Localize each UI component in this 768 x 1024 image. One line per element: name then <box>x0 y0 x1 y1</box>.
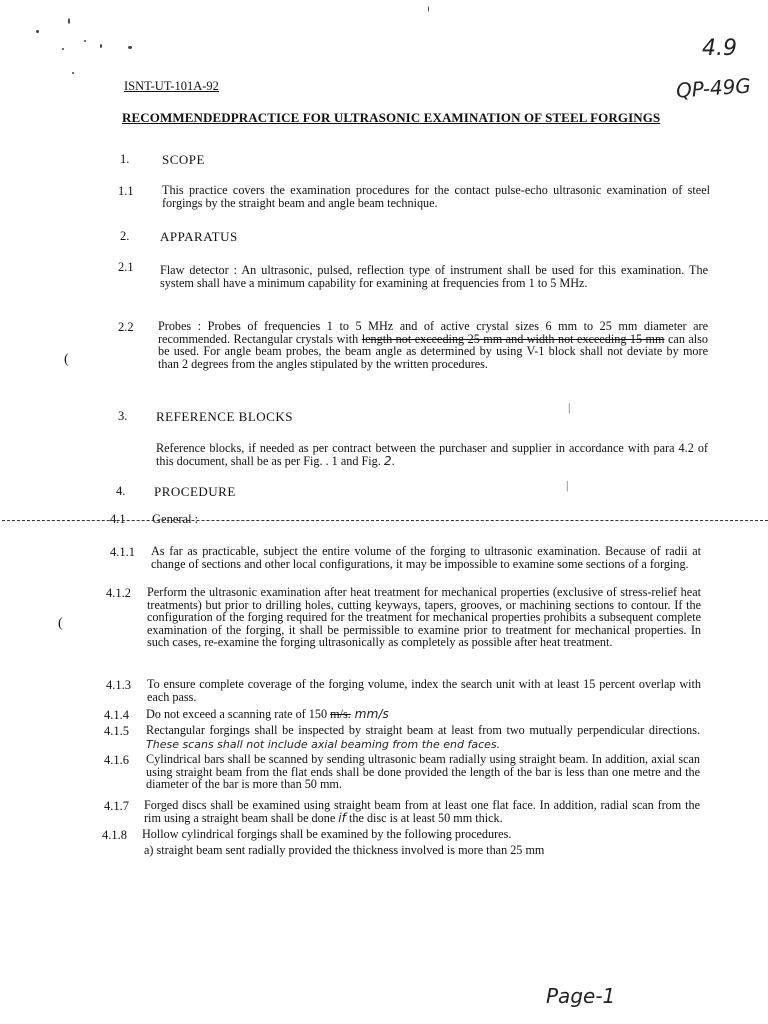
paragraph <box>156 442 708 467</box>
paragraph: Flaw detector : An ultrasonic, pulsed, reflection type of instrument shall be used for this examination. The system shall have a minimum capability for examining at frequencies from 1 to 5 MHz. <box>160 263 708 290</box>
handwritten-addition: These scans shall not include axial beaming from the end faces. <box>146 737 501 751</box>
section-number: 2. <box>120 229 130 243</box>
scan-speck <box>128 46 132 49</box>
scan-speck <box>100 44 102 48</box>
document-title: RECOMMENDEDPRACTICE FOR ULTRASONIC EXAMINATION OF STEEL FORGINGS <box>122 110 661 125</box>
margin-mark: ( <box>58 616 63 631</box>
section-heading: SCOPE <box>162 152 205 167</box>
scan-speck <box>72 72 74 74</box>
margin-mark: | <box>566 478 569 492</box>
paragraph-text: can also be used. For angle beam probes, the beam angle as determined by using V-1 block shall not deviate by more than 2 degrees from the angles stipulated by the written procedures. <box>158 331 709 371</box>
section-number: 4. <box>116 484 126 498</box>
section-number: 4.1.5 <box>104 724 129 738</box>
section-heading: REFERENCE BLOCKS <box>156 409 293 424</box>
paragraph: This practice covers the examination procedures for the contact pulse-echo ultrasonic examination of steel forgings by the straight beam and angle beam technique. <box>162 183 710 210</box>
paragraph-text: the disc is at least 50 mm thick. <box>345 810 503 825</box>
scan-speck <box>36 30 39 33</box>
section-number: 4.1 <box>110 512 126 526</box>
section-number: 4.1.2 <box>106 586 131 600</box>
section-number: 4.1.7 <box>104 799 129 813</box>
handwritten-ref: QP-49G <box>675 73 752 103</box>
struck-text: m/s. <box>330 707 351 721</box>
struck-text: length not exceeding 25 mm and width not exceeding 15 mm <box>361 331 665 346</box>
handwritten-note-top: 4.9 <box>702 36 737 61</box>
section-number: 4.1.8 <box>102 828 127 842</box>
paragraph: As far as practicable, subject the entire volume of the forging to ultrasonic examination. Because of radii at change of sections and other local configurations, it may be impossible to examine some sections of a forging. <box>151 544 701 571</box>
scan-speck <box>68 18 70 24</box>
section-number: 1.1 <box>118 184 134 198</box>
paragraph <box>144 799 700 824</box>
handwritten-correction: if <box>338 810 346 825</box>
paragraph: Cylindrical bars shall be scanned by sending ultrasonic beam radially using straight beam. In addition, axial scan using straight beam from the flat ends shall be done provided the length of the bar is less than one metre and the diameter of the bar is more than 50 mm. <box>146 752 700 791</box>
handwritten-figure-number: 2 <box>383 453 392 468</box>
section-number: 4.1.6 <box>104 753 129 767</box>
section-number: 2.2 <box>118 320 134 334</box>
list-item: a) straight beam sent radially provided the thickness involved is more than 25 mm <box>144 843 545 857</box>
section-heading: PROCEDURE <box>154 484 236 499</box>
fold-line <box>2 520 768 521</box>
paragraph <box>146 708 700 721</box>
section-number: 3. <box>118 409 128 423</box>
margin-mark: ( <box>64 352 69 367</box>
margin-mark: | <box>568 400 571 414</box>
section-number: 4.1.1 <box>110 545 135 559</box>
paragraph-text: . <box>391 453 395 468</box>
paragraph-text: Reference blocks, if needed as per contract between the purchaser and supplier in accordance with para 4.2 of this document, shall be as per Fig. . 1 and Fig. <box>156 441 708 468</box>
paragraph-text: Forged discs shall be examined using straight beam from at least one flat face. In addition, radial scan from the rim using a straight beam shall be done <box>144 798 700 825</box>
scan-speck <box>428 6 429 12</box>
section-number: 2.1 <box>118 260 134 274</box>
paragraph: Hollow cylindrical forgings shall be examined by the following procedures. <box>142 827 512 841</box>
paragraph: To ensure complete coverage of the forging volume, index the search unit with at least 15 percent overlap with each pass. <box>147 677 701 704</box>
section-heading: APPARATUS <box>160 229 238 244</box>
paragraph <box>158 320 708 370</box>
document-id: ISNT-UT-101A-92 <box>124 79 219 93</box>
section-number: 4.1.4 <box>104 708 129 722</box>
section-number: 1. <box>120 152 130 166</box>
section-number: 4.1.3 <box>106 678 131 692</box>
paragraph: Perform the ultrasonic examination after heat treatment for mechanical properties (exclusive of stress-relief heat treatments) but prior to drilling holes, cutting keyways, tapers, grooves, or machining sections to contour. If the configuration of the forging required for the treatment for mechanical properties prohibits a subsequent complete examination of the forging, it shall be permissible to examine prior to treatment for mechanical properties. In such cases, re-examine the forging ultrasonically as completely as possible after heat treatment. <box>147 585 701 649</box>
scan-speck <box>62 48 64 50</box>
handwritten-page-number: Page-1 <box>546 984 616 1008</box>
paragraph-text: Rectangular forgings shall be inspected by straight beam at least from two mutually perpendicular directions. <box>146 723 700 737</box>
section-heading: General : <box>152 512 199 526</box>
scan-speck <box>84 40 86 42</box>
paragraph <box>146 724 700 751</box>
handwritten-correction: mm/s <box>350 707 389 721</box>
paragraph-text: Probes : Probes of frequencies 1 to 5 MHz and of active crystal sizes 6 mm to 25 mm diameter are recommended. Rectangular crystals with <box>158 319 708 346</box>
paragraph-text: Do not exceed a scanning rate of 150 <box>146 707 331 721</box>
